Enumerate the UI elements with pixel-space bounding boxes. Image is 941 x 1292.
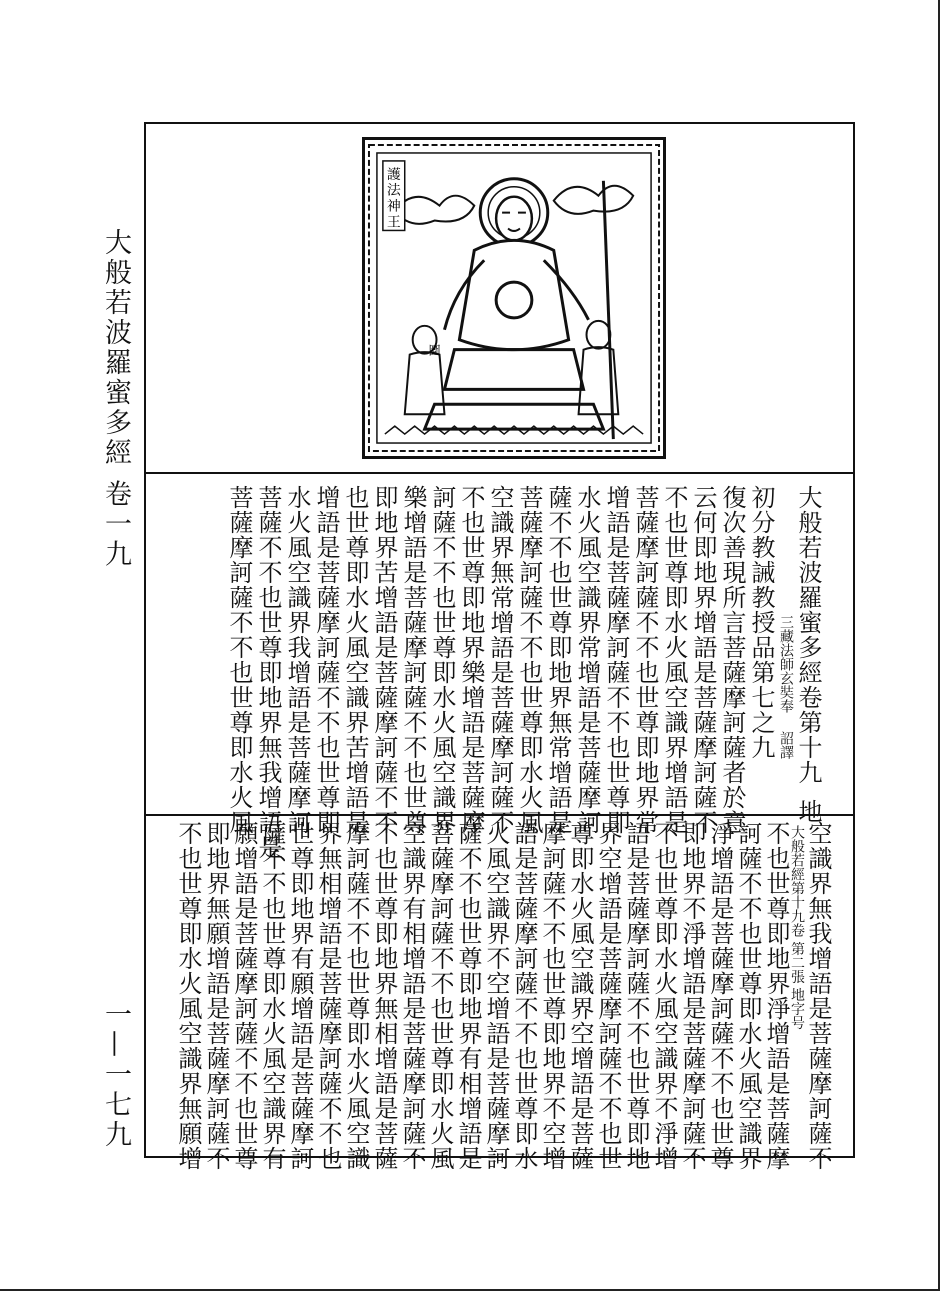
text-column: 也世尊即水火風空識界苦增語是	[341, 485, 369, 835]
text-column: 世尊即地界有願增語是菩薩摩訶	[286, 821, 314, 1171]
text-column: 不也世尊即水火風空識界增語是	[660, 485, 688, 835]
text-column: 摩訶薩不不也世尊即水火風空識	[342, 821, 370, 1171]
scroll-mark: 地	[794, 799, 822, 824]
text-column: 尊即水火風空識界空增語是菩薩	[566, 821, 594, 1171]
text-column: 菩薩摩訶薩不不也世尊即地界常	[631, 485, 659, 835]
illustration-label-2: 法	[386, 182, 401, 199]
illustration-label-3: 神	[386, 198, 401, 215]
text-column: 願增語是菩薩摩訶薩不不也世尊	[230, 821, 258, 1171]
text-column: 復次善現所言菩薩摩訶薩者於意	[718, 485, 746, 835]
page-frame	[144, 122, 855, 1171]
guardian-figure-woodcut	[365, 140, 663, 456]
text-column: 薩不不也世尊即地界有相增語是	[454, 821, 482, 1171]
text-column: 不也世尊即地界樂增語是菩薩摩	[457, 485, 485, 835]
text-column: 語是菩薩摩訶薩不不也世尊即水	[510, 821, 538, 1171]
text-column: 訶薩不不也世尊即水火風空識界	[428, 485, 456, 835]
text-column: 淨增語是菩薩摩訶薩不不也世尊	[706, 821, 734, 1171]
illustration-label-1: 護	[386, 166, 401, 183]
text-column: 樂增語是菩薩摩訶薩不不也世尊	[399, 485, 427, 835]
sutra-side-title: 大般若波羅蜜多經 卷一九	[100, 228, 131, 570]
text-column: 不也世尊即水火風空識界不淨增	[650, 821, 678, 1171]
text-column: 即地界苦增語是菩薩摩訶薩不不	[370, 485, 398, 835]
text-column: 界空增語是菩薩摩訶薩不不也世	[594, 821, 622, 1171]
text-column: 火風空識界不空增語是菩薩摩訶	[482, 821, 510, 1171]
text-column: 空識界無常增語是菩薩摩訶薩不	[486, 485, 514, 835]
text-column: 界無相增語是菩薩摩訶薩不不也	[314, 821, 342, 1171]
text-column: 語是菩薩摩訶薩不不也世尊即地	[622, 821, 650, 1171]
scroll-title	[793, 485, 822, 824]
dharma-protector-illustration	[362, 137, 666, 459]
text-column: 初分教誡教授品第七之九	[747, 485, 775, 760]
section-divider-bottom	[146, 814, 853, 816]
text-column: 即地界不淨增語是菩薩摩訶薩不	[678, 821, 706, 1171]
section-divider-top	[146, 472, 853, 474]
text-column: 訶薩不不也世尊即水火風空識界	[734, 821, 762, 1171]
scroll-title-text: 大般若波羅蜜多經卷第十九	[794, 485, 822, 785]
text-column: 不也世尊即地界淨增語是菩薩摩	[762, 821, 790, 1171]
text-column: 即地界無願增語是菩薩摩訶薩不	[202, 821, 230, 1171]
text-column: 空識界有相增語是菩薩摩訶薩不	[398, 821, 426, 1171]
page-number: 一—一七九	[100, 1000, 131, 1150]
text-column: 菩薩摩訶薩不不也世尊即水火風	[225, 485, 253, 835]
text-column: 增語是菩薩摩訶薩不不也世尊即	[312, 485, 340, 835]
text-column: 云何即地界增語是菩薩摩訶薩不	[689, 485, 717, 835]
margin-note: 大般若經第十九卷 第二張 地字号	[789, 825, 805, 1030]
text-column: 菩薩摩訶薩不不也世尊即水火風	[515, 485, 543, 835]
text-column: 菩薩摩訶薩不不也世尊即水火風	[426, 821, 454, 1171]
text-column: 薩不不也世尊即水火風空識界有	[258, 821, 286, 1171]
text-block-2	[174, 821, 832, 1171]
text-column: 薩不不也世尊即地界無常增語是	[544, 485, 572, 835]
translator-suffix: 詔譯	[778, 731, 794, 759]
text-column: 水火風空識界我增語是菩薩摩訶	[283, 485, 311, 835]
text-block-1	[202, 485, 822, 860]
illustration-label-4: 王	[386, 214, 401, 231]
text-column: 不也世尊即地界無相增語是菩薩	[370, 821, 398, 1171]
text-column: 摩訶薩不不也世尊即地界不空增	[538, 821, 566, 1171]
illustration-seal: 圖	[428, 343, 441, 358]
text-column: 不也世尊即水火風空識界無願增	[174, 821, 202, 1171]
text-column: 水火風空識界常增語是菩薩摩訶	[573, 485, 601, 835]
translator-text: 三藏法師玄奘奉	[778, 615, 794, 713]
text-column: 增語是菩薩摩訶薩不不也世尊即	[602, 485, 630, 835]
text-column: 菩薩不不也世尊即地界無我增語是	[254, 485, 282, 860]
text-column: 空識界無我增語是菩薩摩訶薩不	[804, 821, 832, 1171]
